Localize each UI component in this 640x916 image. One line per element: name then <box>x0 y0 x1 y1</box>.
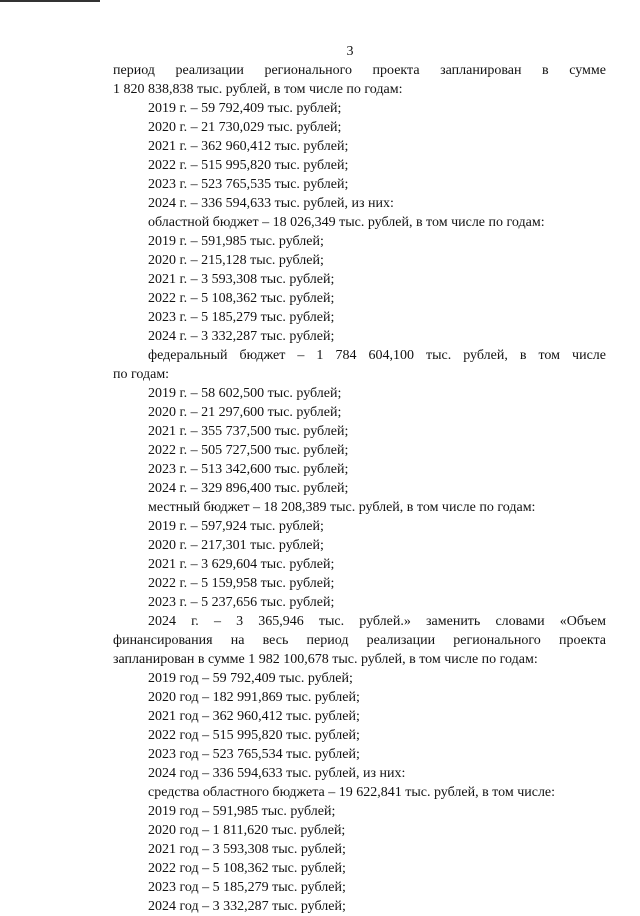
text-line: 2022 г. – 505 727,500 тыс. рублей; <box>148 443 349 458</box>
text-line: 2020 г. – 217,301 тыс. рублей; <box>148 538 324 553</box>
text-line: 2019 год – 591,985 тыс. рублей; <box>148 804 336 819</box>
text-line: 2024 г. – 3 365,946 тыс. рублей.» заменить словами «Объем <box>148 614 606 629</box>
text-line: 2023 г. – 513 342,600 тыс. рублей; <box>148 462 349 477</box>
text-line: 2022 г. – 5 159,958 тыс. рублей; <box>148 576 335 591</box>
text-line: 2024 г. – 3 332,287 тыс. рублей; <box>148 329 335 344</box>
text-line: 2023 г. – 5 185,279 тыс. рублей; <box>148 310 335 325</box>
text-line: запланирован в сумме 1 982 100,678 тыс. рублей, в том числе по годам: <box>113 652 538 667</box>
text-line: средства областного бюджета – 19 622,841 тыс. рублей, в том числе: <box>148 785 556 800</box>
text-line: 2019 год – 59 792,409 тыс. рублей; <box>148 671 353 686</box>
document-body <box>113 61 606 916</box>
text-line: 2021 г. – 355 737,500 тыс. рублей; <box>148 424 349 439</box>
text-line: 2023 год – 523 765,534 тыс. рублей; <box>148 747 360 762</box>
text-line: 2019 г. – 591,985 тыс. рублей; <box>148 234 324 249</box>
text-line: 2022 г. – 5 108,362 тыс. рублей; <box>148 291 335 306</box>
text-line: 2024 г. – 329 896,400 тыс. рублей; <box>148 481 349 496</box>
page-number: 3 <box>346 44 354 59</box>
scan-edge-line <box>0 0 100 2</box>
text-line: местный бюджет – 18 208,389 тыс. рублей, в том числе по годам: <box>148 500 536 515</box>
text-line: 2020 г. – 21 730,029 тыс. рублей; <box>148 120 342 135</box>
text-line: 2023 г. – 5 237,656 тыс. рублей; <box>148 595 335 610</box>
text-line: период реализации регионального проекта запланирован в сумме <box>113 63 606 78</box>
text-line: 2019 г. – 597,924 тыс. рублей; <box>148 519 324 534</box>
text-line: 2020 год – 182 991,869 тыс. рублей; <box>148 690 360 705</box>
text-line: 2020 год – 1 811,620 тыс. рублей; <box>148 823 346 838</box>
text-line: федеральный бюджет – 1 784 604,100 тыс. рублей, в том числе <box>148 348 606 363</box>
text-line: 2021 г. – 362 960,412 тыс. рублей; <box>148 139 349 154</box>
text-line: 2024 год – 3 332,287 тыс. рублей; <box>148 899 346 914</box>
text-line: 2022 г. – 515 995,820 тыс. рублей; <box>148 158 349 173</box>
text-line: 2021 год – 362 960,412 тыс. рублей; <box>148 709 360 724</box>
text-line: 2019 г. – 58 602,500 тыс. рублей; <box>148 386 342 401</box>
text-line: 2021 год – 3 593,308 тыс. рублей; <box>148 842 346 857</box>
text-line: 2019 г. – 59 792,409 тыс. рублей; <box>148 101 342 116</box>
text-line: 2020 г. – 215,128 тыс. рублей; <box>148 253 324 268</box>
text-line: по годам: <box>113 367 170 382</box>
text-line: 1 820 838,838 тыс. рублей, в том числе по годам: <box>113 82 403 97</box>
text-line: 2024 год – 336 594,633 тыс. рублей, из них: <box>148 766 406 781</box>
text-line: 2023 год – 5 185,279 тыс. рублей; <box>148 880 346 895</box>
text-line: 2022 год – 515 995,820 тыс. рублей; <box>148 728 360 743</box>
text-line: 2020 г. – 21 297,600 тыс. рублей; <box>148 405 342 420</box>
text-line: 2023 г. – 523 765,535 тыс. рублей; <box>148 177 349 192</box>
text-line: областной бюджет – 18 026,349 тыс. рублей, в том числе по годам: <box>148 215 545 230</box>
text-line: 2021 г. – 3 629,604 тыс. рублей; <box>148 557 335 572</box>
text-line: 2021 г. – 3 593,308 тыс. рублей; <box>148 272 335 287</box>
text-line: 2024 г. – 336 594,633 тыс. рублей, из них: <box>148 196 394 211</box>
text-line: 2022 год – 5 108,362 тыс. рублей; <box>148 861 346 876</box>
text-line: финансирования на весь период реализации регионального проекта <box>113 633 606 648</box>
